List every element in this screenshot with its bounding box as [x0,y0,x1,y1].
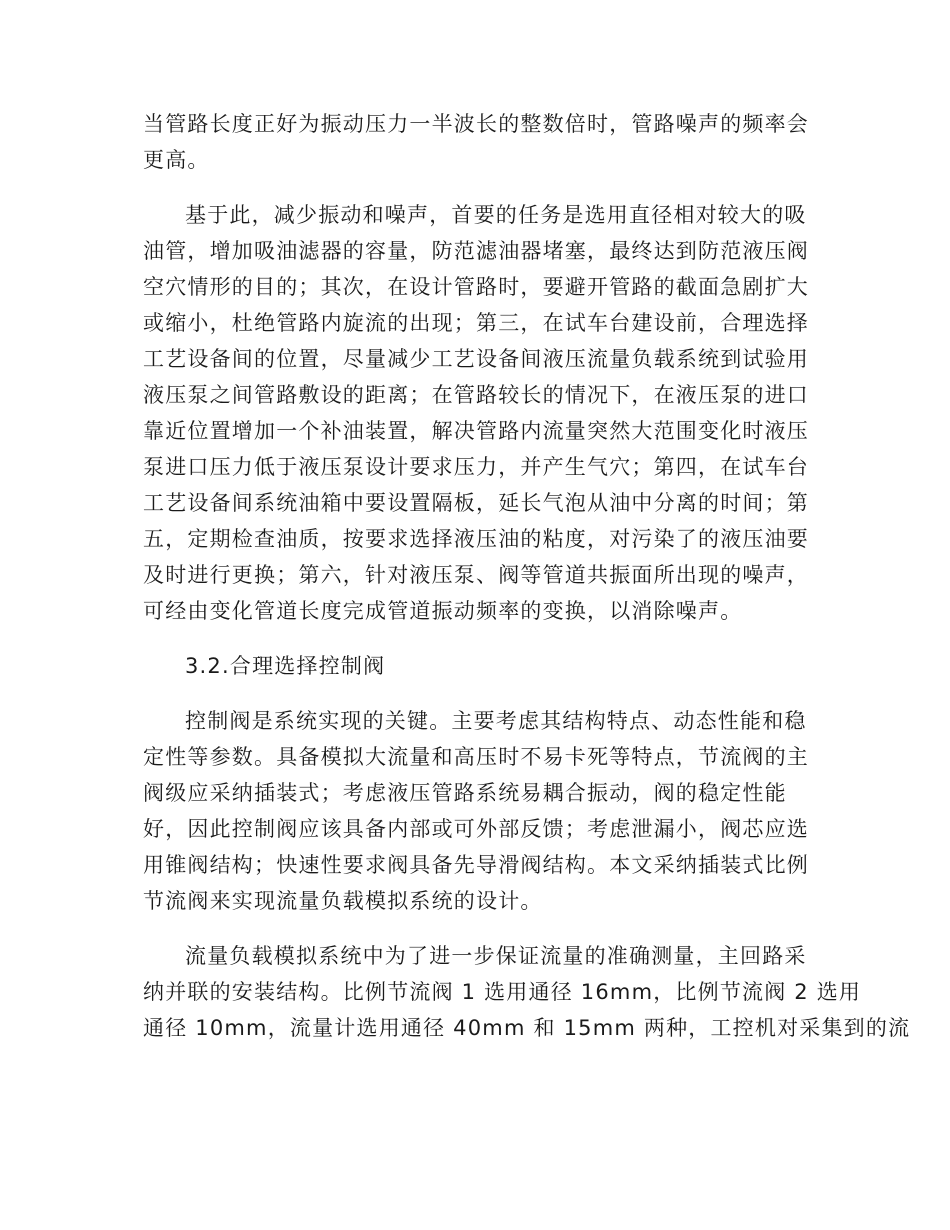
section-heading-text: 3.2.合理选择控制阀 [185,654,386,678]
text-line: 靠近位置增加一个补油装置，解决管路内流量突然大范围变化时液压 [143,419,809,443]
text-line: 当管路长度正好为振动压力一半波长的整数倍时，管路噪声的频率会 [143,112,809,136]
text-line: 及时进行更换；第六，针对液压泵、阀等管道共振面所出现的噪声， [143,563,809,587]
text-line: 定性等参数。具备模拟大流量和高压时不易卡死等特点，节流阀的主 [143,745,809,769]
text-line: 更高。 [143,148,210,172]
text-line: 液压泵之间管路敷设的距离；在管路较长的情况下，在液压泵的进口 [143,383,809,407]
paragraph-flow-load [143,938,911,1046]
text-line: 工艺设备间的位置，尽量减少工艺设备间液压流量负载系统到试验用 [143,347,809,371]
text-line: 好，因此控制阀应该具备内部或可外部反馈；考虑泄漏小，阀芯应选 [143,817,809,841]
section-heading [143,648,797,684]
document-body [143,106,911,1065]
text-line: 油管，增加吸油滤器的容量，防范滤油器堵塞，最终达到防范液压阀 [143,239,809,263]
text-line: 工艺设备间系统油箱中要设置隔板，延长气泡从油中分离的时间；第 [143,491,809,515]
text-line: 或缩小，杜绝管路内旋流的出现；第三，在试车台建设前，合理选择 [143,311,809,335]
text-line: 纳并联的安装结构。比例节流阀 1 选用通径 16mm，比例节流阀 2 选用 [143,980,862,1004]
text-line: 控制阀是系统实现的关键。主要考虑其结构特点、动态性能和稳 [185,709,807,733]
paragraph-continuation [143,106,809,178]
text-line: 可经由变化管道长度完成管道振动频率的变换，以消除噪声。 [143,599,743,623]
text-line: 通径 10mm，流量计选用通径 40mm 和 15mm 两种，工控机对采集到的流 [143,1016,911,1040]
text-line: 泵进口压力低于液压泵设计要求压力，并产生气穴；第四，在试车台 [143,455,809,479]
text-line: 用锥阀结构；快速性要求阀具备先导滑阀结构。本文采纳插装式比例 [143,853,809,877]
text-line: 空穴情形的目的；其次，在设计管路时，要避开管路的截面急剧扩大 [143,275,809,299]
text-line: 五，定期检查油质，按要求选择液压油的粘度，对污染了的液压油要 [143,527,809,551]
text-line: 节流阀来实现流量负载模拟系统的设计。 [143,889,543,913]
paragraph-control-valve [143,703,809,919]
paragraph-noise-reduction [143,197,809,629]
text-line: 流量负载模拟系统中为了进一步保证流量的准确测量，主回路采 [185,944,807,968]
text-line: 基于此，减少振动和噪声，首要的任务是选用直径相对较大的吸 [185,203,807,227]
text-line: 阀级应采纳插装式；考虑液压管路系统易耦合振动，阀的稳定性能 [143,781,787,805]
